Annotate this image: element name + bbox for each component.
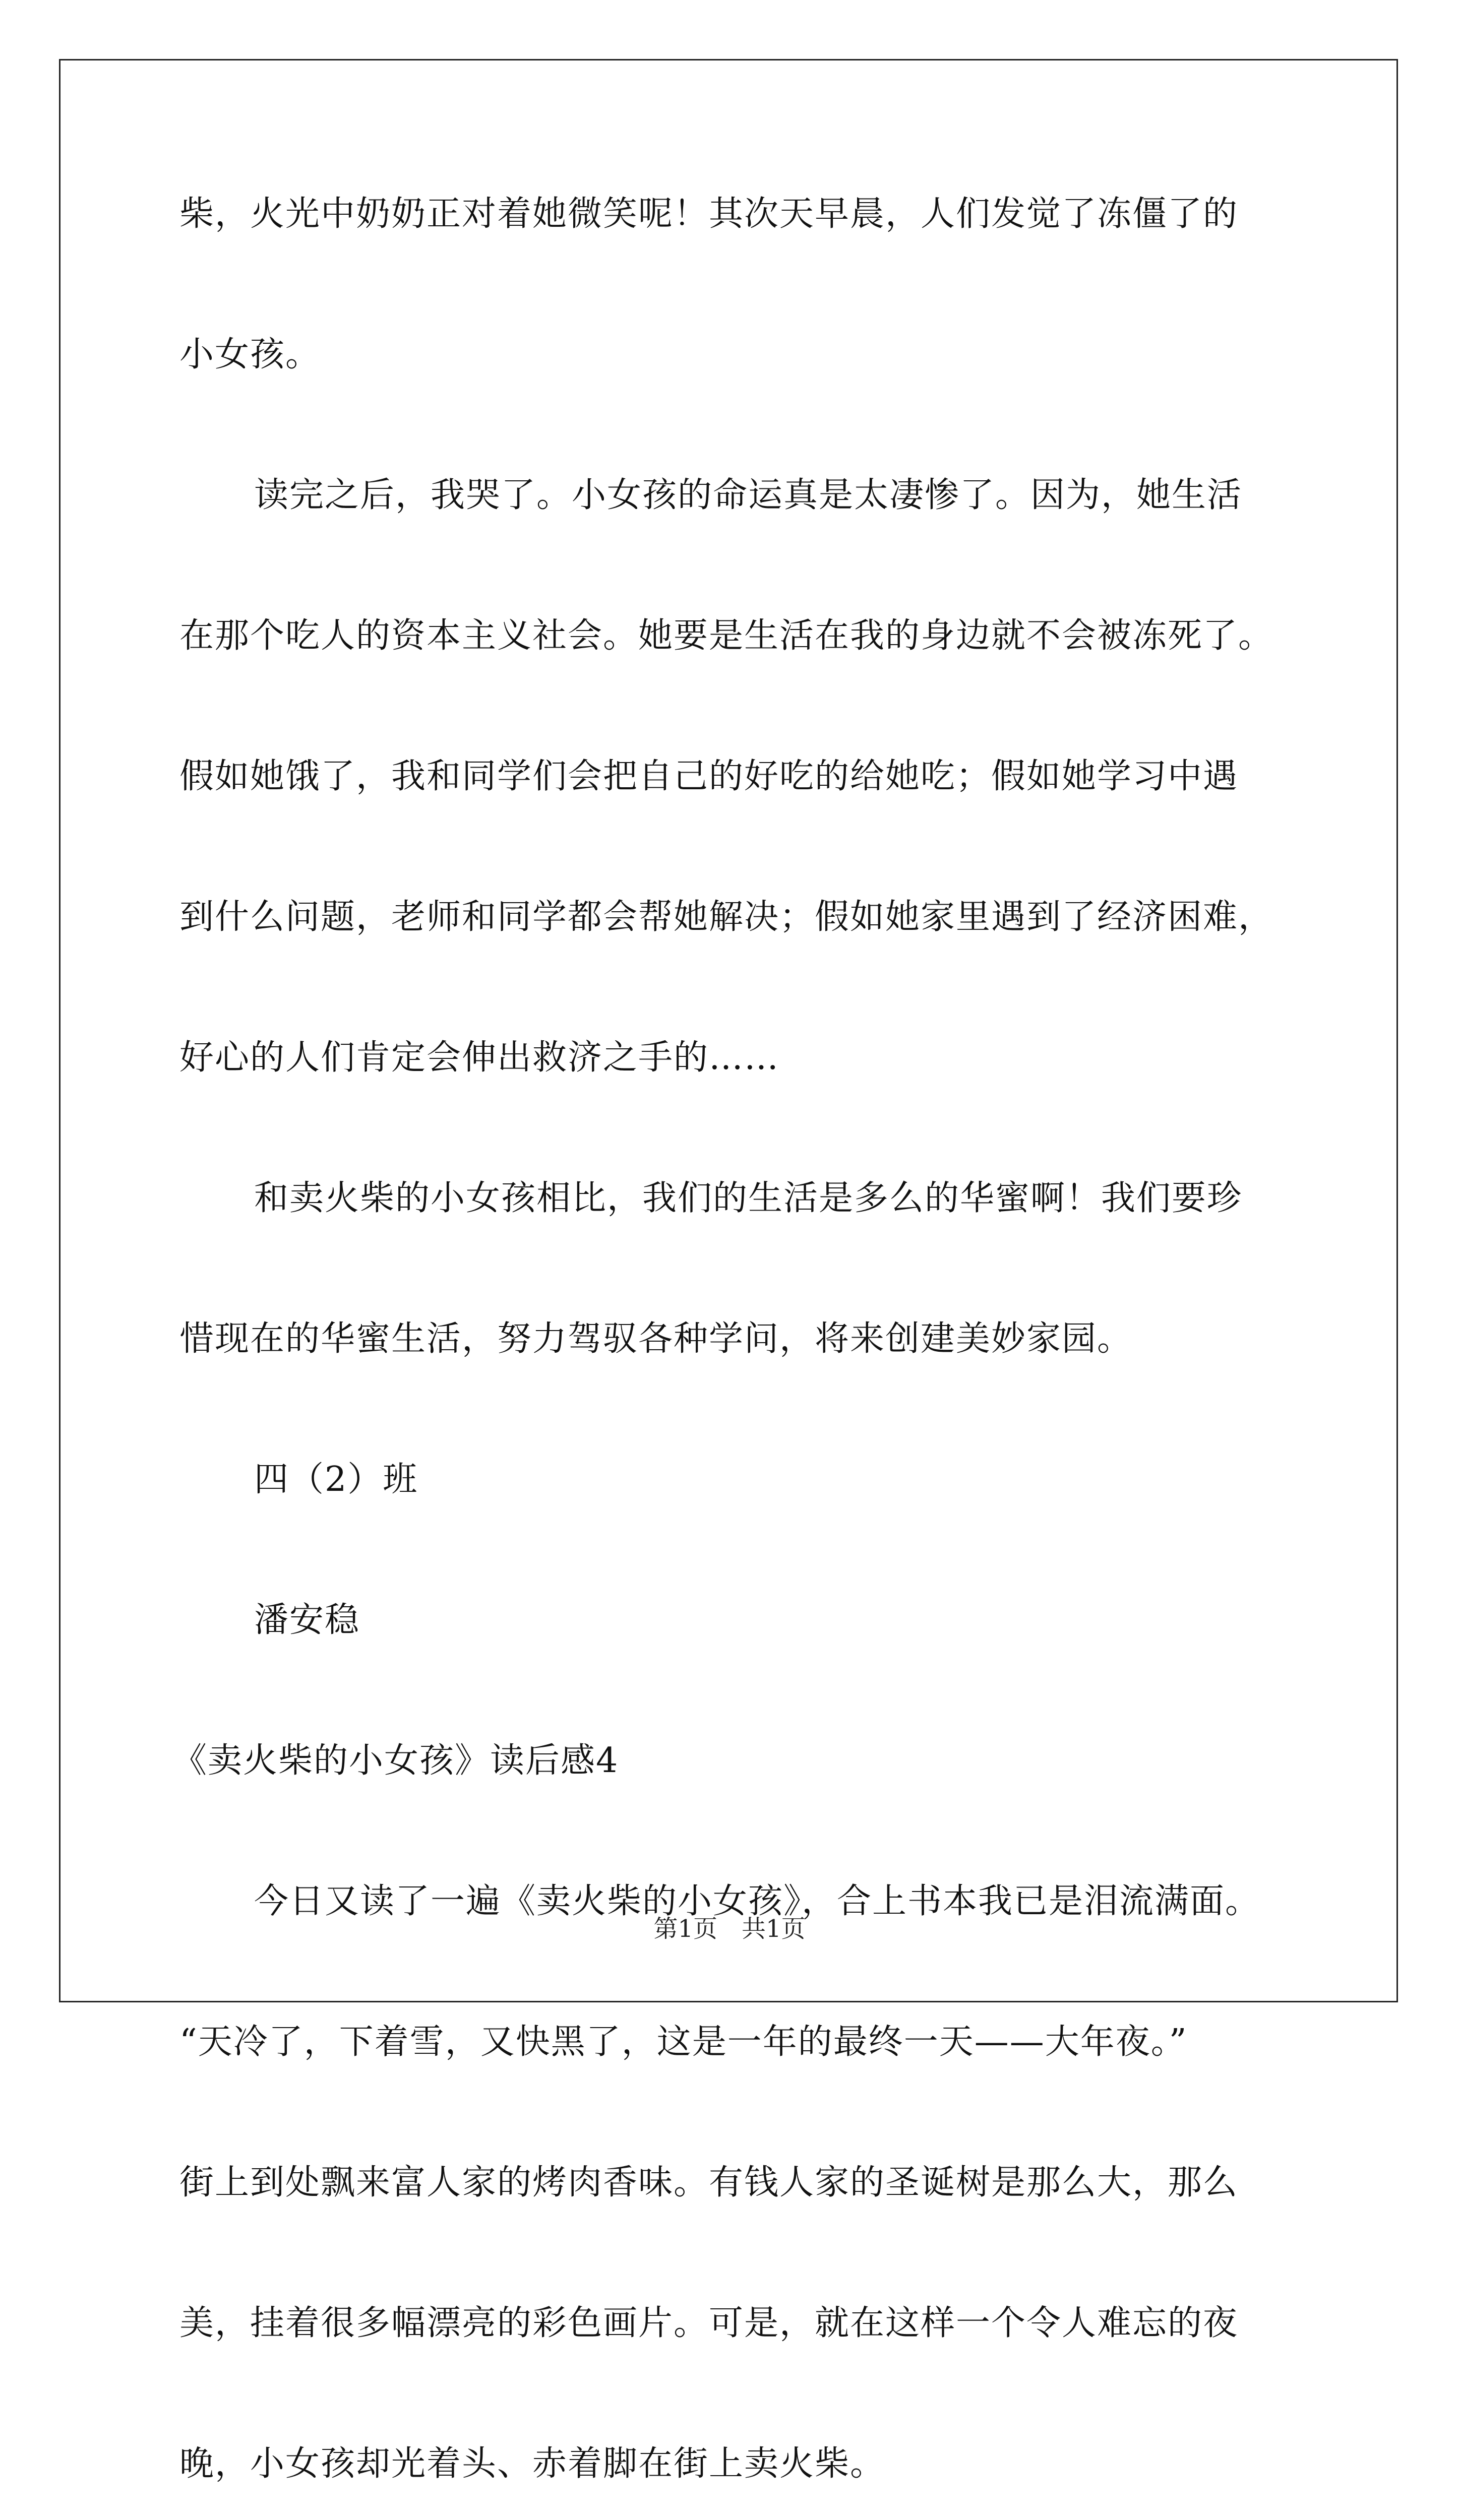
paragraph-start-line: 和卖火柴的小女孩相比，我们的生活是多么的华蜜啊！我们要珍 <box>254 1178 1243 1218</box>
text-line: 惜现在的华蜜生活，努力驾驭各种学问，将来创建美妙家园。 <box>179 1319 1133 1359</box>
author-name: 潘安稳 <box>254 1600 360 1640</box>
text-line: 在那个吃人的资本主义社会。她要是生活在我的身边就不会被冻死了。 <box>179 616 1274 656</box>
text-line: 到什么问题，老师和同学都会帮她解决；假如她家里遇到了经济困难， <box>179 897 1274 937</box>
class-label: 四（2）班 <box>254 1460 418 1499</box>
section-heading: 《卖火柴的小女孩》读后感4 <box>172 1741 619 1781</box>
text-line: 小女孩。 <box>179 335 321 374</box>
document-body <box>172 194 1309 2520</box>
text-line: 假如她饿了，我和同学们会把自己的好吃的给她吃；假如她学习中遇 <box>179 757 1239 796</box>
page-number: 第1页 <box>653 1915 717 1943</box>
page-total: 共1页 <box>742 1915 806 1943</box>
text-line: 好心的人们肯定会伸出救济之手的…… <box>179 1038 780 1078</box>
text-line: 街上到处飘来富人家的烤肉香味。有钱人家的圣诞树是那么大，那么 <box>179 2163 1239 2202</box>
paragraph-start-line: 今日又读了一遍《卖火柴的小女孩》，合上书本我已是泪流满面。 <box>254 1881 1261 1921</box>
text-line: “天冷了，下着雪，又快黑了，这是一年的最终一天——大年夜。” <box>179 2022 1188 2062</box>
paragraph-start-line: 读完之后，我哭了。小女孩的命运真是太凄惨了。因为，她生活 <box>254 475 1243 515</box>
text-line: 美，挂着很多幅漂亮的彩色画片。可是，就在这样一个令人难忘的夜 <box>179 2303 1239 2343</box>
text-line: 晚，小女孩却光着头、赤着脚在街上卖火柴。 <box>179 2444 886 2484</box>
text-line: 柴，火光中奶奶正对着她微笑呢！其次天早晨，人们发觉了冻僵了的 <box>179 194 1239 234</box>
page-footer <box>0 1915 1459 1943</box>
